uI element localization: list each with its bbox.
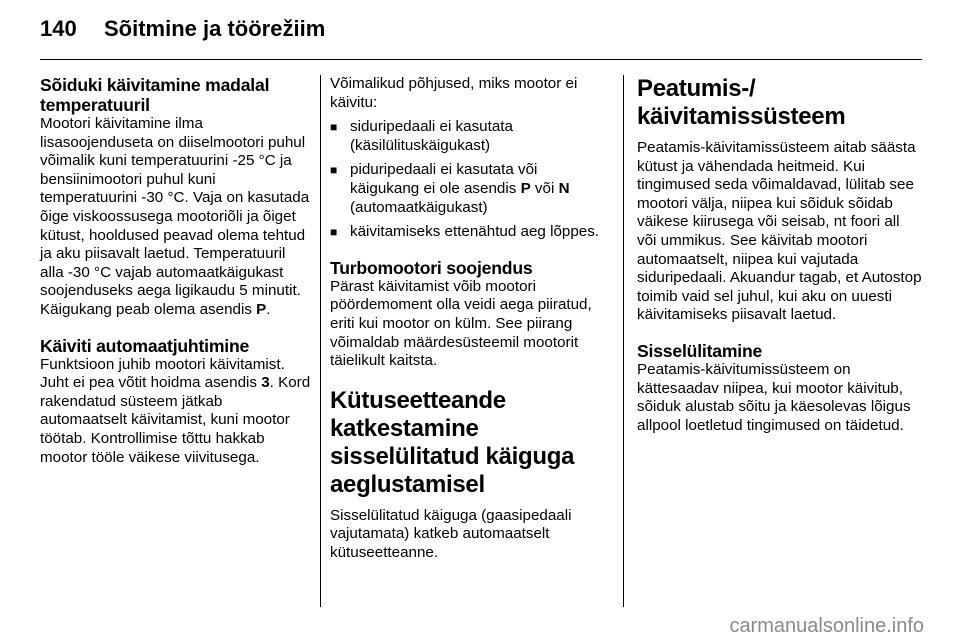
text-run: Mootori käivitamine ilma lisasoojenduseta on diiselmootori puhul võimalik kuni temperatuurini -25 °C ja bensiinimootori puhul kuni temperatuurini -30 °C. Vaja on kasutada õige viskoossusega mootoriõli ja õiget kütust, hooldused peavad olema tehtud ja aku piisavalt laetud. Temperatuuril alla -30 °C vajab automaatkäigukast soojenduseks aega ligikaudu 5 minutit. Käigukang peab olema asendis: [40, 115, 310, 318]
column-3: [637, 75, 922, 435]
text-run: piduripedaali ei kasutata või käigukang ei ole asendis: [350, 161, 538, 197]
text-run-bold: N: [558, 179, 570, 197]
paragraph-cold-start: [40, 115, 312, 320]
text-run: .: [266, 300, 271, 318]
heading-stop-start: Peatumis-/ käivitamissüsteem: [637, 75, 846, 130]
page-title: Sõitmine ja töörežiim: [104, 16, 326, 41]
paragraph-stop-start: Peatamis-käivitamissüsteem aitab säästa kütust ja vähendada heitmeid. Kui tingimused seda võimaldavad, lülitab see mootori välja, niipea kui sõiduk sõidab väikese kiirusega või seisab, nt foori all või ummikus. See käivitab mootori automaatselt, niipea kui vajutada siduripedaali. Akuandur tagab, et Autostop toimib vaid sel juhul, kui aku on uuesti käivitamiseks piisavalt laetud.: [637, 139, 922, 324]
paragraph-turbo-warmup: Pärast käivitamist võib mootori pöördemoment olla veidi aega piiratud, eriti kui mootor on külm. See piirang võimaldab määrdesüsteemil mootorit täielikult kaitsta.: [330, 277, 592, 370]
paragraph-reasons-intro: Võimalikud põhjused, miks mootor ei käivitu:: [330, 75, 578, 111]
list-item: [330, 118, 606, 155]
heading-starter-control: Käiviti automaatjuhtimine: [40, 335, 250, 356]
page-header: [40, 16, 325, 42]
column-divider-2: [623, 75, 624, 607]
heading-fuel-cutoff: Kütuseetteande katkestamine sisselülitatud käiguga aeglustamisel: [330, 386, 575, 498]
text-run-bold: P: [256, 300, 267, 318]
column-divider-1: [320, 75, 321, 607]
bullet-square-icon: ■: [330, 163, 338, 178]
list-item-text: siduripedaali ei kasutata (käsilülituskäigukast): [350, 118, 513, 154]
text-run: või: [530, 179, 559, 197]
list-item: [330, 161, 606, 217]
paragraph-fuel-cutoff: Sisselülitatud käiguga (gaasipedaali vajutamata) katkeb automaatselt kütuseetteanne.: [330, 506, 572, 561]
page-number: 140: [40, 16, 77, 41]
column-2: [330, 75, 606, 563]
text-run: (automaatkäigukast): [350, 198, 488, 216]
header-rule: [40, 59, 922, 60]
text-run: . Kord rakendatud süsteem jätkab automaatselt käivitamist, kuni mootor töötab. Kontrollimise tõttu hakkab mootor tööle väikese viivitusega.: [40, 374, 311, 466]
bullet-square-icon: ■: [330, 120, 338, 135]
list-item-text: käivitamiseks ettenähtud aeg lõppes.: [350, 223, 600, 241]
heading-turbo-warmup: Turbomootori soojendus: [330, 257, 533, 278]
reasons-list: [330, 118, 606, 242]
heading-cold-start: Sõiduki käivitamine madalal temperatuuril: [40, 75, 270, 115]
text-run-bold: 3: [261, 374, 270, 392]
column-1: [40, 75, 312, 467]
heading-activation: Sisselülitamine: [637, 340, 763, 361]
text-run-bold: P: [520, 179, 531, 197]
bullet-square-icon: ■: [330, 225, 338, 240]
text-run: Funktsioon juhib mootori käivitamist. Juht ei pea võtit hoidma asendis: [40, 355, 285, 392]
paragraph-activation: Peatamis-käivitumissüsteem on kättesaadav niipea, kui mootor käivitub, sõiduk alustab sõitu ja käesolevas lõigus allpool loetletud tingimused on täidetud.: [637, 360, 911, 434]
list-item: [330, 223, 606, 242]
paragraph-starter-control: [40, 356, 312, 468]
watermark: carmanualsonline.info: [729, 615, 924, 637]
